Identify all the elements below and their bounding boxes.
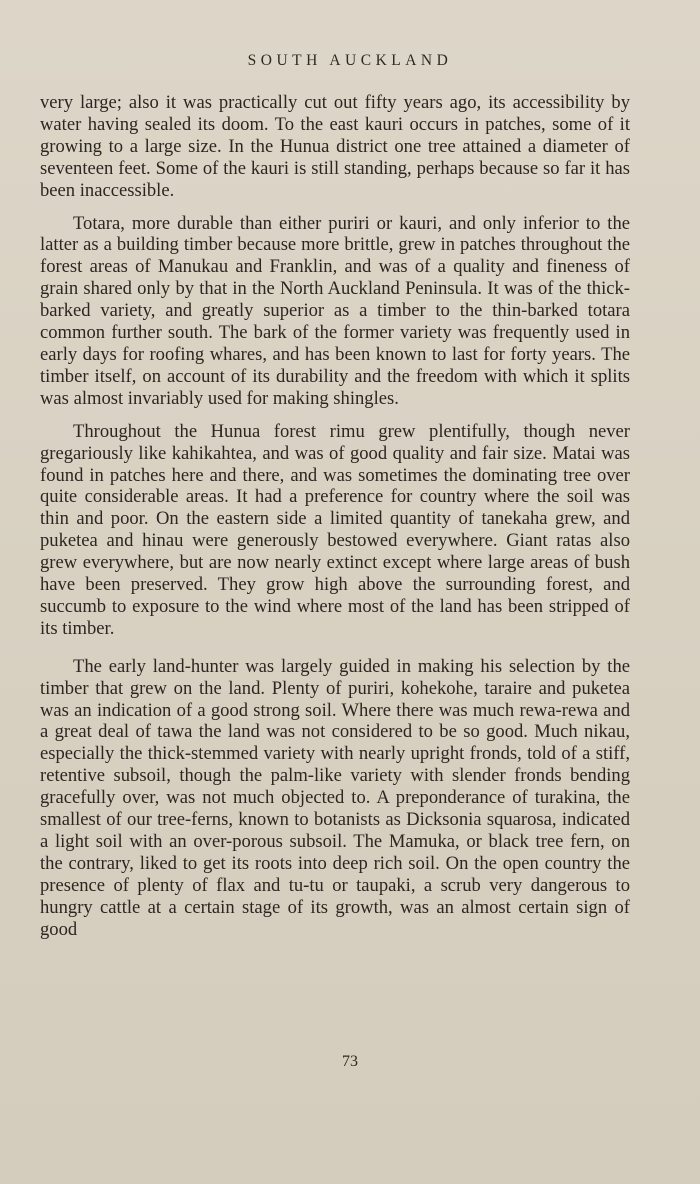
running-head: SOUTH AUCKLAND [247, 52, 453, 69]
paragraph-continuation: very large; also it was practically cut out fifty years ago, its accessibility by water having sealed its doom. To the east kauri occurs in patches, some of it growing to a large size. In the Hunua district one tree attained a diameter of seventeen feet. Some of the kauri is still standing, perhaps because so far it has been inaccessible. [40, 92, 630, 201]
page-number: 73 [342, 1053, 358, 1070]
paragraph-land-hunter: The early land-hunter was largely guided in making his selection by the timber that grew on the land. Plenty of puriri, kohekohe, taraire and puketea was an indication of a good strong soil. Where there was much rewa-rewa and a great deal of tawa the land was not considered to be so good. Much nikau, especially the thick-stemmed variety with nearly upright fronds, told of a stiff, retentive subsoil, though the palm-like variety with slender fronds bending gracefully over, was not much objected to. A preponderance of turakina, the smallest of our tree-ferns, known to botanists as Dicksonia squarosa, indicated a light soil with an over-porous subsoil. The Mamuka, or black tree fern, on the contrary, liked to get its roots into deep rich soil. On the open country the presence of plenty of flax and tu-tu or taupaki, a scrub very dangerous to hungry cattle at a certain stage of its growth, was an almost certain sign of good [40, 655, 630, 940]
body-text [40, 92, 630, 941]
paragraph-hunua-forest: Throughout the Hunua forest rimu grew plentifully, though never gregariously like kahikahtea, and was of good quality and fair size. Matai was found in patches here and there, and was sometimes the dominating tree over quite considerable areas. It had a preference for country where the soil was thin and poor. On the eastern side a limited quantity of tanekaha grew, and puketea and hinau were generously bestowed everywhere. Giant ratas also grew everywhere, but are now nearly extinct except where large areas of bush have been preserved. They grow high above the surrounding forest, and succumb to exposure to the wind where most of the land has been stripped of its timber. [40, 420, 630, 639]
paragraph-totara: Totara, more durable than either puriri or kauri, and only inferior to the latter as a building timber because more brittle, grew in patches throughout the forest areas of Manukau and Franklin, and was of a quality and fineness of grain shared only by that in the North Auckland Peninsula. It was of the thick-barked variety, and greatly superior as a timber to the thin-barked totara common further south. The bark of the former variety was frequently used in early days for roofing whares, and has been known to last for forty years. The timber itself, on account of its durability and the freedom with which it splits was almost invariably used for making shingles. [40, 212, 630, 409]
